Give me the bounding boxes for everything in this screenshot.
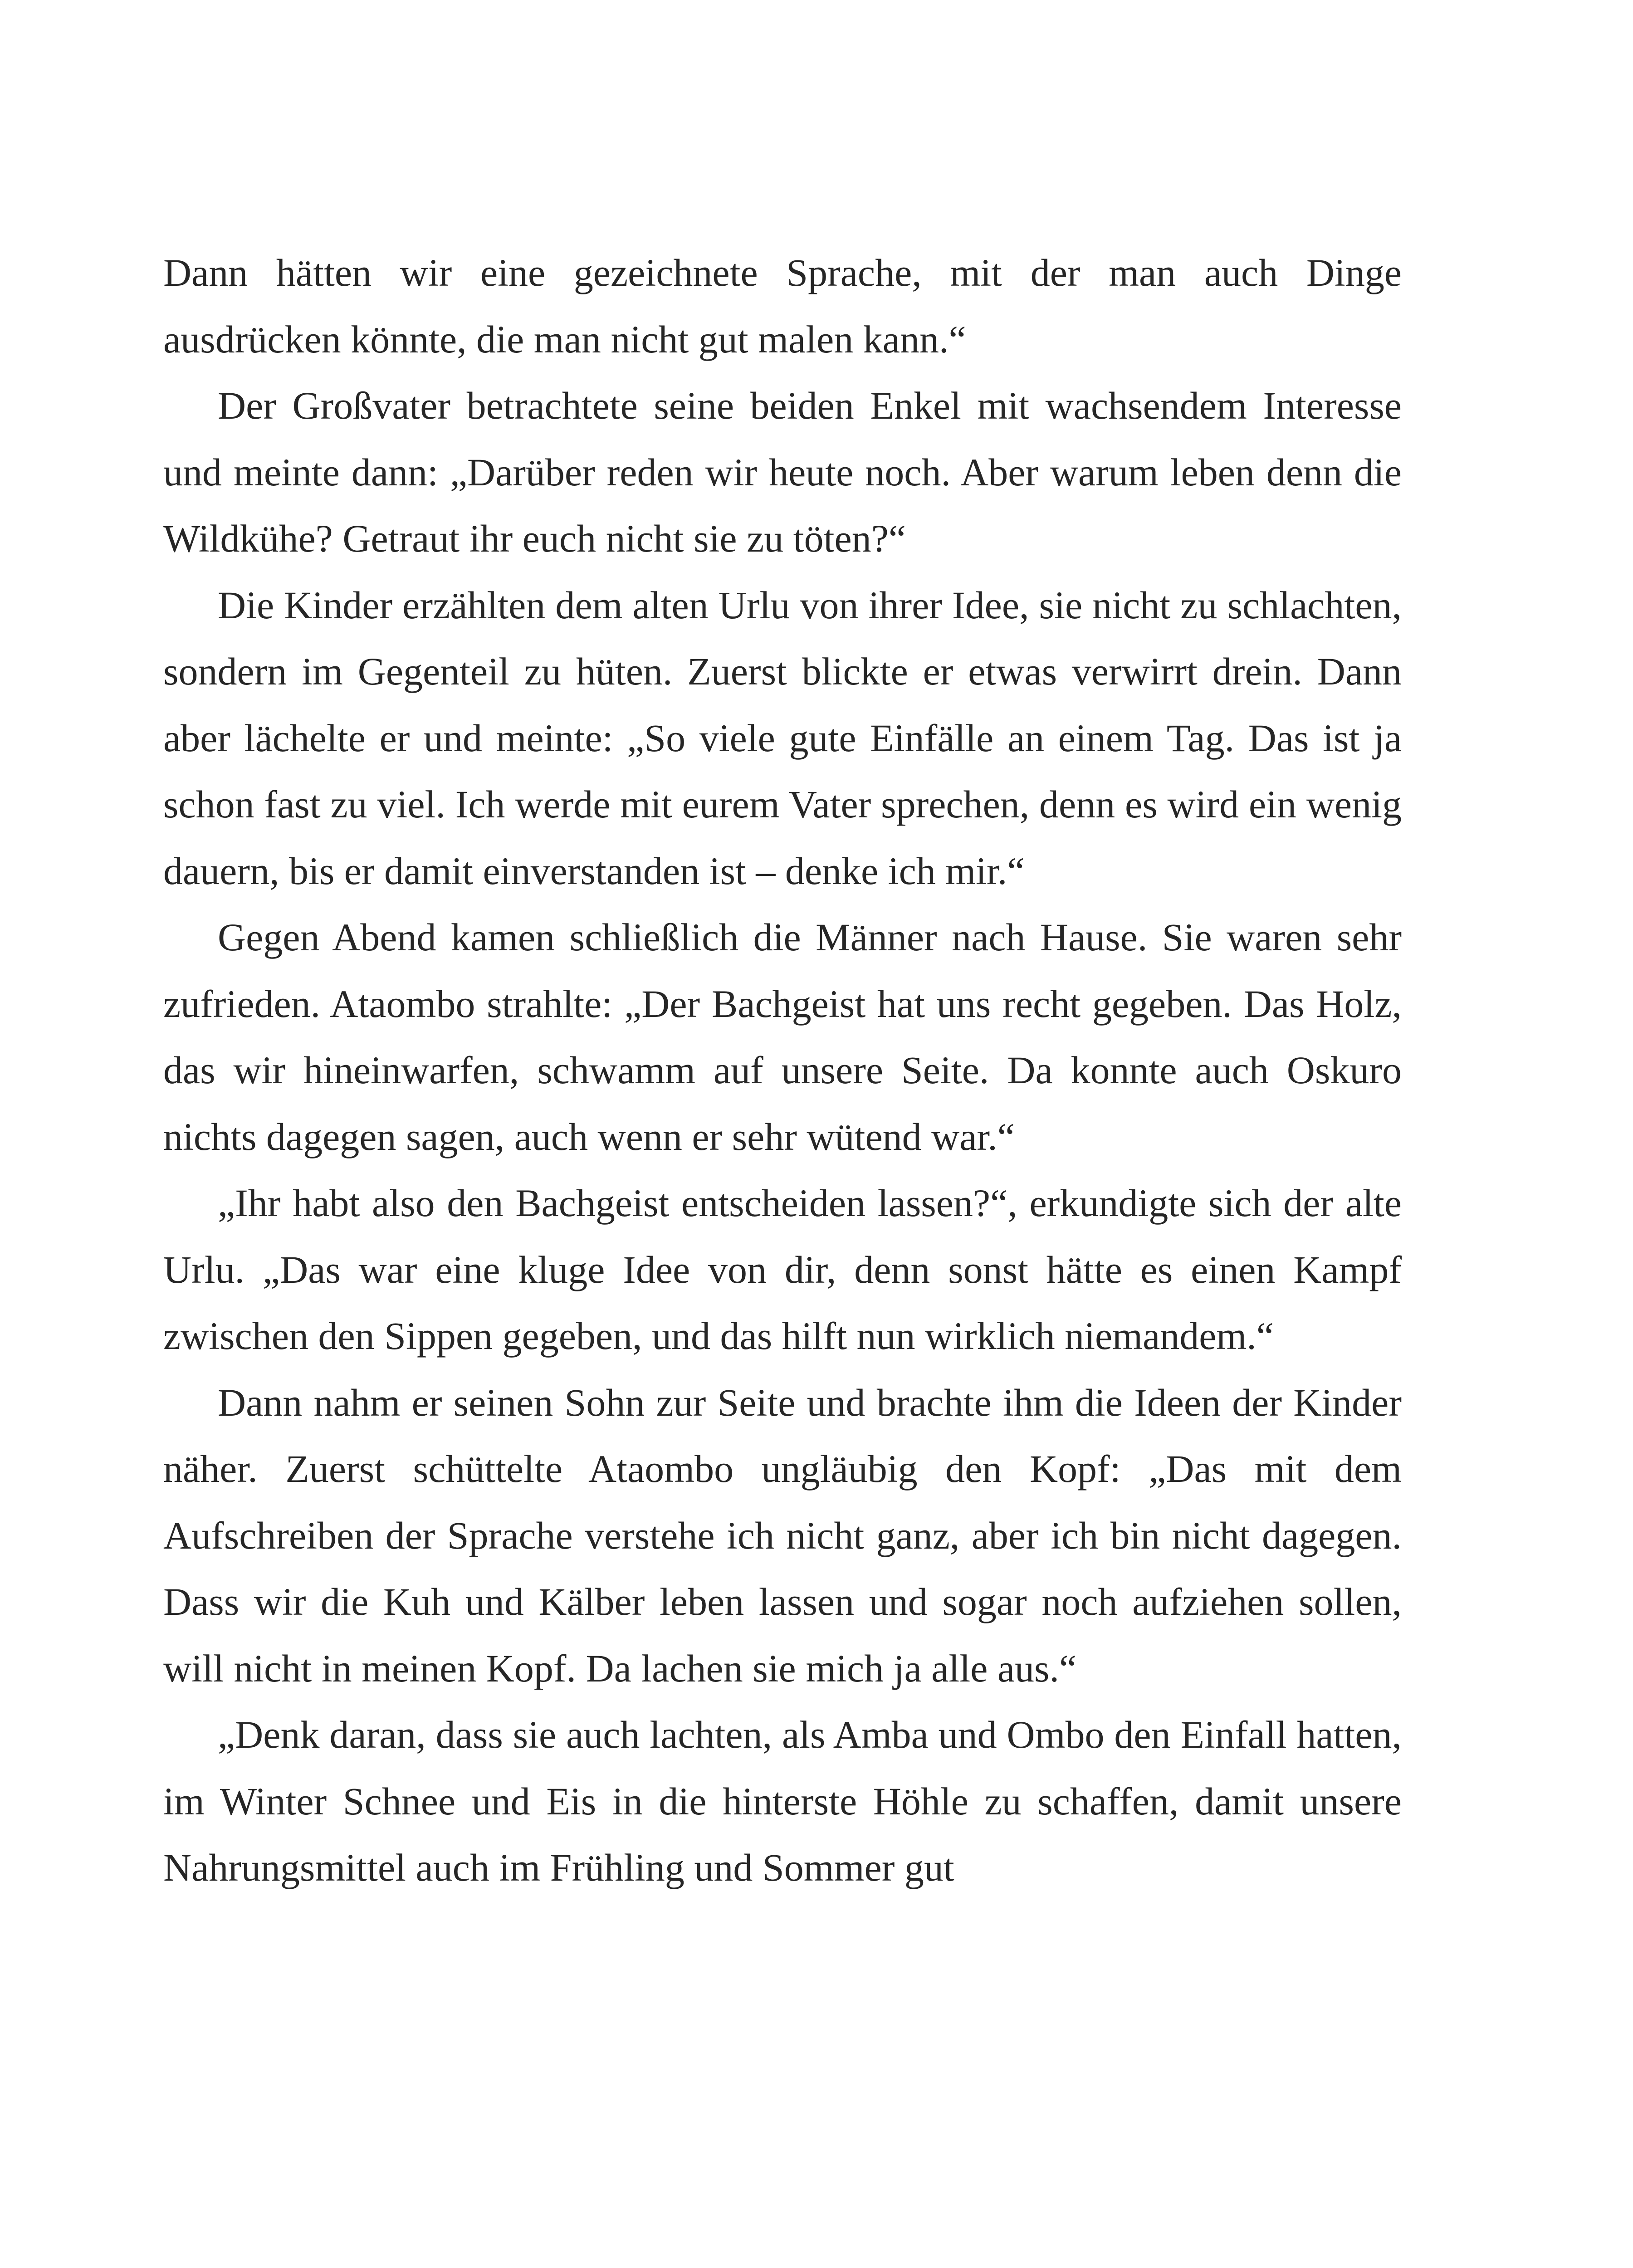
body-text	[163, 240, 1402, 1901]
paragraph-3: Die Kinder erzählten dem alten Urlu von ihrer Idee, sie nicht zu schlachten, sondern im Gegenteil zu hüten. Zuerst blickte er etwas verwirrt drein. Dann aber lächelte er und meinte: „So viele gute Einfälle an einem Tag. Das ist ja schon fast zu viel. Ich werde mit eurem Vater sprechen, denn es wird ein wenig dauern, bis er damit einverstanden ist – denke ich mir.“	[163, 583, 1402, 893]
paragraph-7: „Denk daran, dass sie auch lachten, als Amba und Ombo den Einfall hatten, im Winter Schnee und Eis in die hinterste Höhle zu schaffen, damit unsere Nahrungsmittel auch im Frühling und Sommer gut	[163, 1713, 1402, 1889]
paragraph-2: Der Großvater betrachtete seine beiden Enkel mit wachsendem Interesse und meinte dann: „Darüber reden wir heute noch. Aber warum leben denn die Wildkühe? Getraut ihr euch nicht sie zu töten?“	[163, 384, 1402, 560]
paragraph-5: „Ihr habt also den Bachgeist entscheiden lassen?“, erkundigte sich der alte Urlu. „Das war eine kluge Idee von dir, denn sonst hätte es einen Kampf zwischen den Sippen gegeben, und das hilft nun wirklich niemandem.“	[163, 1181, 1402, 1358]
paragraph-4: Gegen Abend kamen schließlich die Männer nach Hause. Sie waren sehr zufrieden. Ataombo strahlte: „Der Bachgeist hat uns recht gegeben. Das Holz, das wir hineinwarfen, schwamm auf unsere Seite. Da konnte auch Oskuro nichts dagegen sagen, auch wenn er sehr wütend war.“	[163, 915, 1402, 1158]
paragraph-6: Dann nahm er seinen Sohn zur Seite und brachte ihm die Ideen der Kinder näher. Zuerst schüttelte Ataombo ungläubig den Kopf: „Das mit dem Aufschreiben der Sprache verstehe ich nicht ganz, aber ich bin nicht dagegen. Dass wir die Kuh und Kälber leben lassen und sogar noch aufziehen sollen, will nicht in meinen Kopf. Da lachen sie mich ja alle aus.“	[163, 1380, 1402, 1690]
paragraph-1: Dann hätten wir eine gezeichnete Sprache, mit der man auch Dinge ausdrücken könnte, die man nicht gut malen kann.“	[163, 251, 1402, 361]
